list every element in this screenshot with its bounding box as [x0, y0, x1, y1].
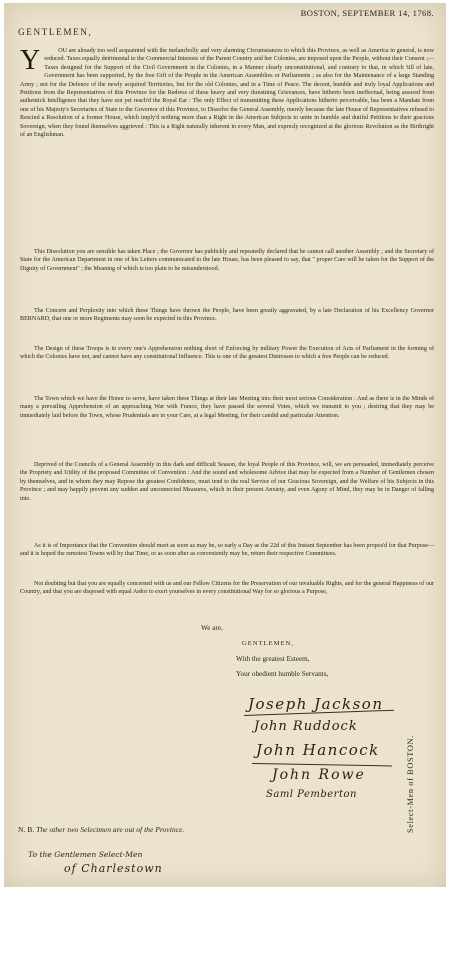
- signature-john-ruddock: John Ruddock: [254, 719, 358, 734]
- signature-flourish: [252, 763, 392, 766]
- closing-servants: Your obedient humble Servants,: [236, 670, 329, 678]
- nota-bene: [18, 825, 184, 834]
- paragraph-grievances: [20, 47, 434, 139]
- select-men-label-wrap: [404, 735, 420, 973]
- drop-cap: Y: [20, 45, 41, 76]
- paragraph-dissolution: This Dissolution you are sensible has taken Place ; the Governor has publickly and repeatedly declared that he cannot call another Assembly ; and the Secretary of State for the American Department in one of his Letters communicated to the late House, has been pleased to say, that " proper Care will be taken for the Support of the Dignity of Government" ; the Meaning of which is too plain to be misunderstood.: [20, 249, 434, 272]
- dateline: BOSTON, SEPTEMBER 14, 1768.: [300, 8, 434, 18]
- addressee-line2: of Charlestown: [64, 862, 163, 875]
- nota-bene-prefix: N. B.: [18, 825, 35, 834]
- paragraph-meeting-date: As it is of Importance that the Convention should meet as soon as may be, so early a Day as the 22d of this Instant September has been propos'd for that Purpose—and it is hoped the remotest Towns will by that Time, or as soon after as conveniently may be, return their respective Committees.: [20, 543, 434, 558]
- addressee-line1: To the Gentlemen Select-Men: [28, 850, 143, 859]
- closing-we-are: We are,: [201, 624, 223, 632]
- paragraph-convention: Deprived of the Councils of a General Assembly in this dark and difficult Season, the loyal People of this Province, will, we are persuaded, immediately perceive the Propriety and Utility of the proposed Committee of Convention : And the sound and wholesome Advice that may be expected from a Number of Gentlemen chosen by themselves, and in whom they may Repose the greatest Confidence, must tend to the real Service of our Gracious Sovereign, and the Welfare of his Subjects in this Province ; and may happily prevent any sudden and unconnected Measures, which in their present Anxiety, and even Agony of Mind, they may be in Danger of falling into.: [20, 462, 434, 502]
- signature-saml-pemberton: Saml Pemberton: [266, 789, 357, 800]
- paragraph-troops: The Design of these Troops is in every one's Apprehension nothing short of Enforcing by military Power the Execution of Acts of Parliament in the forming of which the Colonies have not, and cannot have any constitutional Influence. This is one of the greatest Distresses to which a free People can be reduced.: [20, 346, 434, 361]
- signature-john-rowe: John Rowe: [272, 767, 366, 783]
- paragraph-grievances-text: OU are already too well acquainted with the melancholly and very alarming Circumstances to which this Province, as well as America in general, is now reduced. Taxes equally detrimental to the Commercial Interests of the Parent Country and her Colonies, are imposed upon the People, without their Consent ;—Taxes designed for the Support of the Civil Government in the Colonies, in a Manner clearly unconstitutional, and contrary to that, in which 'till of late, Government has been supported, by the free Gift of the People in the American Assemblies or Parliaments ; as also for the Maintenance of a large Standing Army ; not for the Defence of the newly acquired Territories, but for the old Colonies, and in a Time of Peace. The decent, humble and truly loyal Applications and Petitions from the Representatives of this Province for the Redress of these heavy and very threatning Grievances, have hitherto been ineffectual, being assured from authentick Intelligence that they have not yet reach'd the Royal Ear : The only Effect of transmitting these Applications hitherto perceivable, has been a Mandate from one of his Majesty's Secretaries of State to the Governor of this Province, to Dissolve the General Assembly, merely because the late House of Representatives refused to Rescind a Resolution of a former House, which imply'd nothing more than a Right in the American Subjects to unite in humble and dutiful Petitions to their gracious Sovereign, when they found themselves aggrieved : This is a Right naturally inherent in every Man, and expresly recognized at the glorious Revolution as the Birthright of an Englishman.: [20, 48, 434, 139]
- signature-john-hancock: John Hancock: [256, 741, 380, 759]
- paragraph-town-meeting: The Town which we have the Honor to serve, have taken these Things at their late Meeting into their most serious Consideration : And as there is in the Minds of many a prevailing Apprehension of an approaching War with France, they have passed the several Votes, which we transmit to you ; desiring that they may be immediately laid before the Town, whose Prudentials are in your Care, at a legal Meeting, for their candid and particular Attention.: [20, 396, 434, 419]
- closing-esteem: With the greatest Esteem,: [236, 655, 310, 663]
- select-men-label: Select-Men of BOSTON.: [406, 735, 415, 833]
- paragraph-concern: The Concern and Perplexity into which these Things have thrown the People, have been greatly aggravated, by a late Declaration of his Excellency Governor BERNARD, that one or more Regiments may soon be expected in this Province.: [20, 308, 434, 323]
- signature-joseph-jackson: Joseph Jackson: [248, 695, 384, 713]
- letter-sheet: [4, 3, 446, 887]
- salutation: GENTLEMEN,: [18, 27, 93, 37]
- nota-bene-text: The other two Selectmen are out of the Province.: [36, 825, 185, 834]
- paragraph-closing-appeal: Not doubting but that you are equally concerned with us and our Fellow Citizens for the Preservation of our invaluable Rights, and for the general Happiness of our Country, and that you are disposed with equal Ardor to exert yourselves in every constitutional Way for so glorious a Purpose,: [20, 581, 434, 596]
- closing-gentlemen: GENTLEMEN,: [242, 640, 294, 647]
